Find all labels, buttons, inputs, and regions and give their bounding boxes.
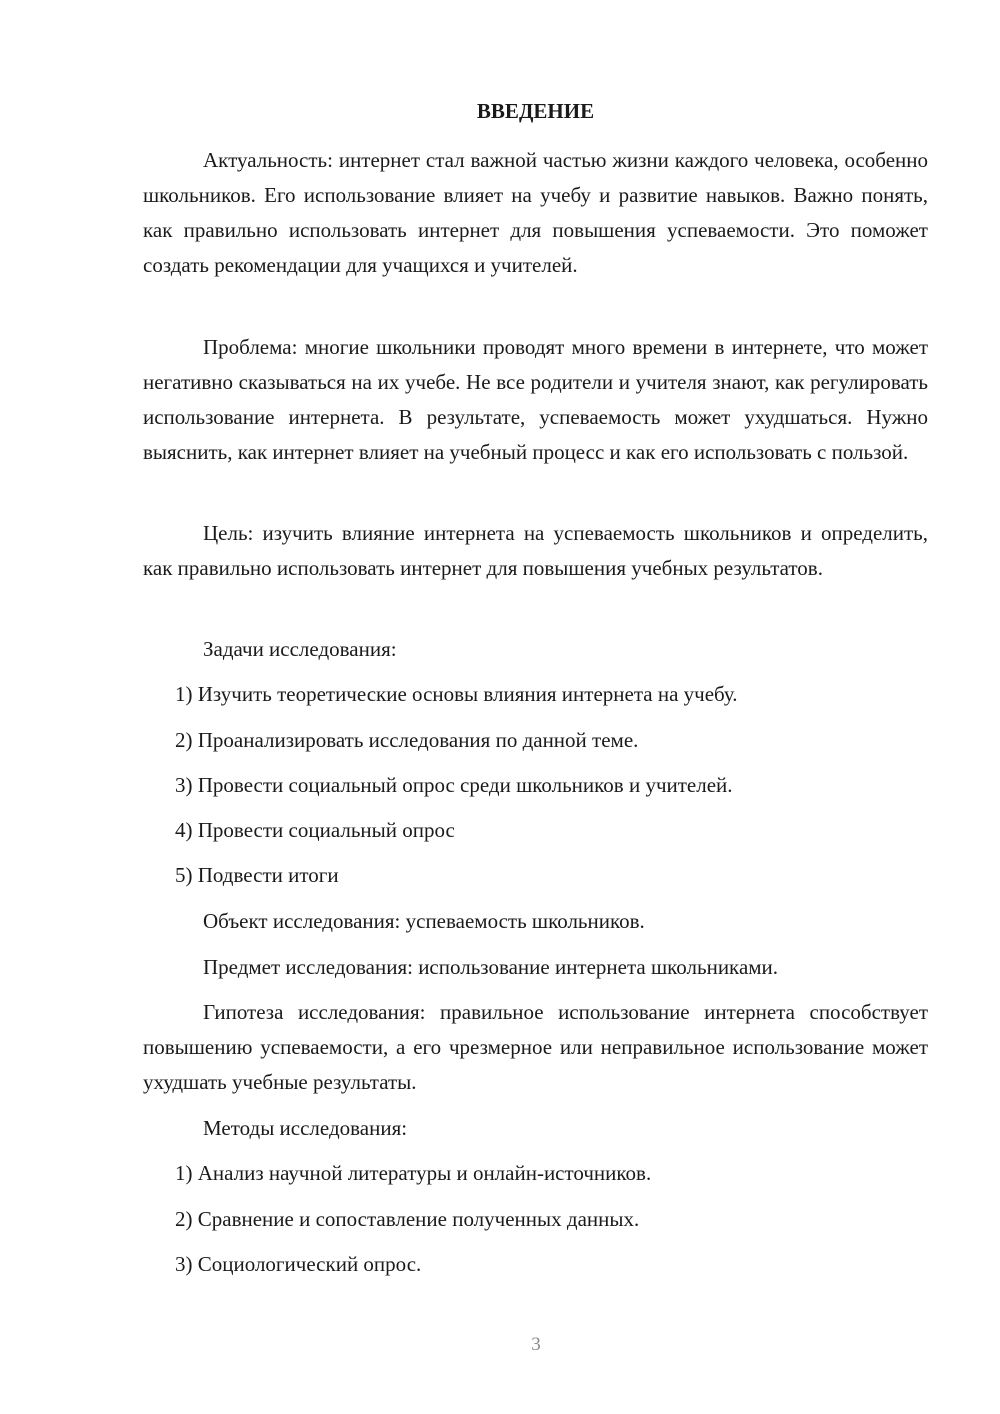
methods-item bbox=[143, 1156, 928, 1191]
list-item: 4) Провести социальный опрос bbox=[175, 818, 455, 842]
list-item: 3) Социологический опрос. bbox=[175, 1252, 422, 1276]
problem-text: Проблема: многие школьники проводят много времени в интернете, что может негативно сказываться на их учебе. Не все родители и учителя знают, как регулировать использование интернета. В результате, успеваемость может ухудшаться. Нужно выяснить, как интернет влияет на учебный процесс и как его использовать с пользой. bbox=[143, 335, 928, 464]
object-line bbox=[143, 904, 928, 939]
subject-text: Предмет исследования: использование интернета школьниками. bbox=[203, 955, 779, 979]
tasks-item bbox=[143, 723, 928, 758]
list-item: 3) Провести социальный опрос среди школьников и учителей. bbox=[175, 773, 733, 797]
methods-item bbox=[143, 1202, 928, 1237]
methods-title-text: Методы исследования: bbox=[203, 1116, 408, 1140]
tasks-item bbox=[143, 768, 928, 803]
list-item: 5) Подвести итоги bbox=[175, 863, 339, 887]
object-text: Объект исследования: успеваемость школьников. bbox=[203, 909, 645, 933]
goal-paragraph bbox=[143, 516, 928, 586]
methods-item bbox=[143, 1247, 928, 1282]
tasks-item bbox=[143, 858, 928, 893]
goal-text: Цель: изучить влияние интернета на успеваемость школьников и определить, как правильно использовать интернет для повышения учебных результатов. bbox=[143, 521, 928, 580]
tasks-item bbox=[143, 677, 928, 712]
tasks-title-text: Задачи исследования: bbox=[203, 637, 397, 661]
list-item: 1) Изучить теоретические основы влияния интернета на учебу. bbox=[175, 682, 738, 706]
problem-paragraph bbox=[143, 330, 928, 470]
list-item: 2) Сравнение и сопоставление полученных данных. bbox=[175, 1207, 640, 1231]
hypothesis-paragraph bbox=[143, 995, 928, 1100]
tasks-item bbox=[143, 813, 928, 848]
page-heading: ВВЕДЕНИЕ bbox=[476, 99, 595, 123]
page-number: 3 bbox=[531, 1334, 541, 1355]
relevance-paragraph bbox=[143, 143, 928, 283]
list-item: 1) Анализ научной литературы и онлайн-источников. bbox=[175, 1161, 652, 1185]
tasks-title bbox=[143, 632, 928, 667]
hypothesis-text: Гипотеза исследования: правильное использование интернета способствует повышению успеваемости, а его чрезмерное или неправильное использование может ухудшать учебные результаты. bbox=[143, 1000, 928, 1094]
list-item: 2) Проанализировать исследования по данной теме. bbox=[175, 728, 639, 752]
methods-title bbox=[143, 1111, 928, 1146]
subject-line bbox=[143, 950, 928, 985]
relevance-text: Актуальность: интернет стал важной частью жизни каждого человека, особенно школьников. Его использование влияет на учебу и развитие навыков. Важно понять, как правильно использовать интернет для повышения успеваемости. Это поможет создать рекомендации для учащихся и учителей. bbox=[143, 148, 928, 277]
